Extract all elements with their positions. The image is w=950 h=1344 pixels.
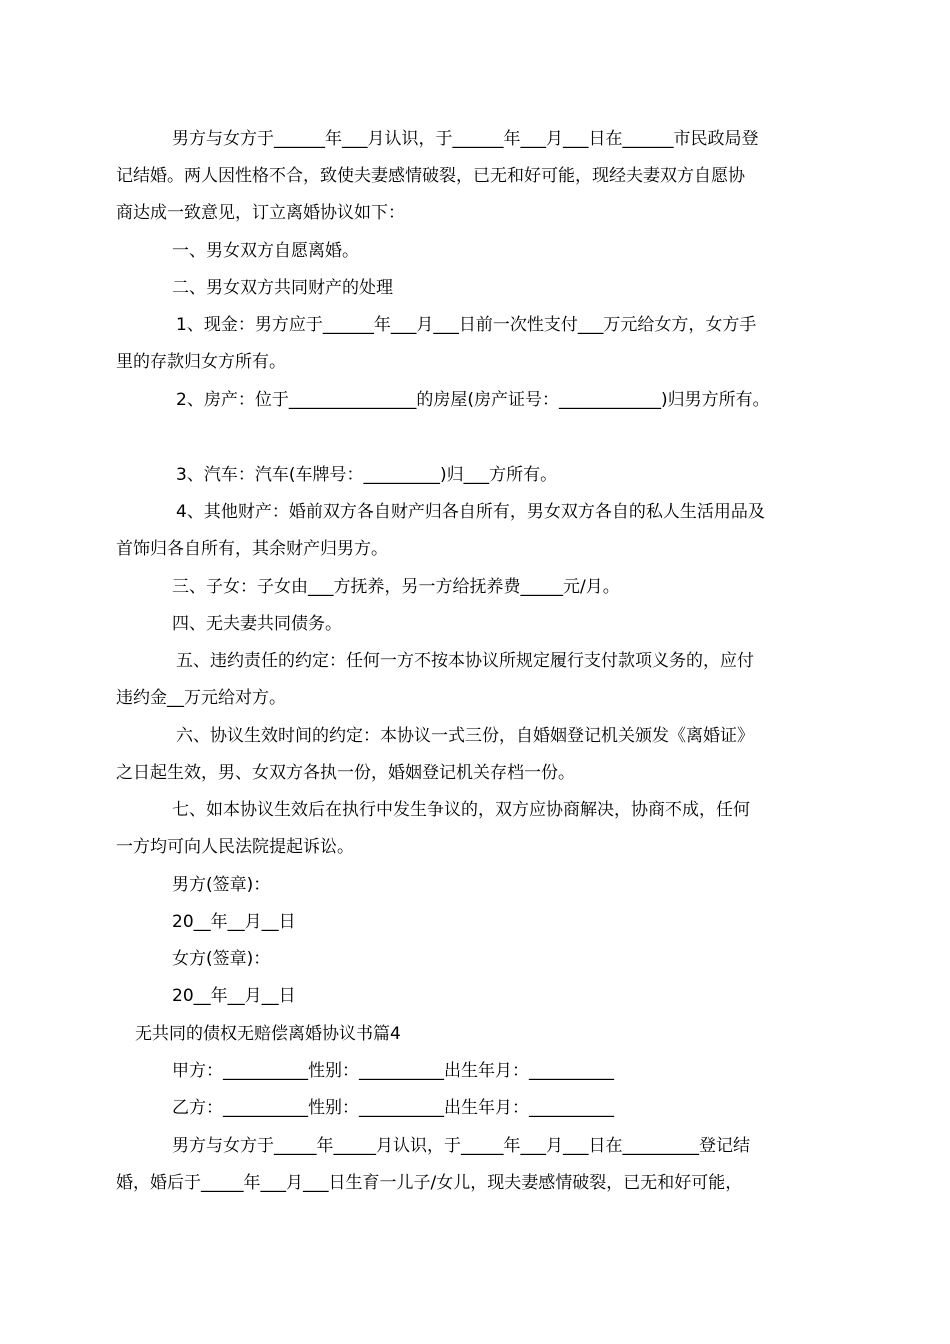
paragraph-intro-line-3: 商达成一致意见，订立离婚协议如下： bbox=[116, 203, 405, 223]
item-other-line-2: 首饰归各自所有，其余财产归男方。 bbox=[116, 539, 388, 559]
clause-6-line-1: 六、协议生效时间的约定：本协议一式三份，自婚姻登记机关颁发《离婚证》 bbox=[176, 726, 754, 746]
item-cash-line-2: 里的存款归女方所有。 bbox=[116, 352, 286, 372]
clause-1: 一、男女双方自愿离婚。 bbox=[172, 241, 359, 261]
date-male: 20__年__月__日 bbox=[172, 912, 296, 932]
date-female: 20__年__月__日 bbox=[172, 986, 296, 1006]
paragraph-2-line-2: 婚，婚后于_____年___月___日生育一儿子/女儿，现夫妻感情破裂，已无和好可能， bbox=[116, 1173, 743, 1193]
clause-2: 二、男女双方共同财产的处理 bbox=[172, 278, 393, 298]
clause-5-line-2: 违约金__万元给对方。 bbox=[116, 688, 286, 708]
clause-5-line-1: 五、违约责任的约定：任何一方不按本协议所规定履行支付款项义务的，应付 bbox=[176, 651, 754, 671]
item-cash-line-1: 1、现金：男方应于______年___月___日前一次性支付___万元给女方，女方手 bbox=[176, 315, 757, 335]
signature-male: 男方(签章)： bbox=[172, 875, 271, 895]
signature-female: 女方(签章)： bbox=[172, 949, 271, 969]
party-a-line: 甲方：__________性别：__________出生年月：__________ bbox=[172, 1061, 614, 1081]
paragraph-intro-line-2: 记结婚。两人因性格不合，致使夫妻感情破裂，已无和好可能，现经夫妻双方自愿协 bbox=[116, 166, 745, 186]
item-car: 3、汽车：汽车(车牌号：_________)归___方所有。 bbox=[176, 465, 558, 485]
party-b-line: 乙方：__________性别：__________出生年月：__________ bbox=[172, 1098, 614, 1118]
clause-4-debts: 四、无夫妻共同债务。 bbox=[172, 614, 342, 634]
paragraph-2-line-1: 男方与女方于_____年_____月认识，于_____年___月___日在_________登记结 bbox=[172, 1136, 750, 1156]
paragraph-intro-line-1: 男方与女方于______年___月认识，于______年___月___日在______市民政局登 bbox=[172, 129, 759, 149]
clause-7-line-2: 一方均可向人民法院提起诉讼。 bbox=[116, 837, 354, 857]
section-heading: 无共同的债权无赔偿离婚协议书篇4 bbox=[135, 1024, 401, 1044]
clause-6-line-2: 之日起生效，男、女双方各执一份，婚姻登记机关存档一份。 bbox=[116, 763, 575, 783]
clause-3-children: 三、子女：子女由___方抚养，另一方给抚养费_____元/月。 bbox=[172, 577, 620, 597]
clause-7-line-1: 七、如本协议生效后在执行中发生争议的，双方应协商解决，协商不成，任何 bbox=[172, 800, 750, 820]
item-property: 2、房产：位于_______________的房屋(房产证号：____________)归男方所有。 bbox=[176, 390, 770, 410]
item-other-line-1: 4、其他财产：婚前双方各自财产归各自所有，男女双方各自的私人生活用品及 bbox=[176, 502, 765, 522]
